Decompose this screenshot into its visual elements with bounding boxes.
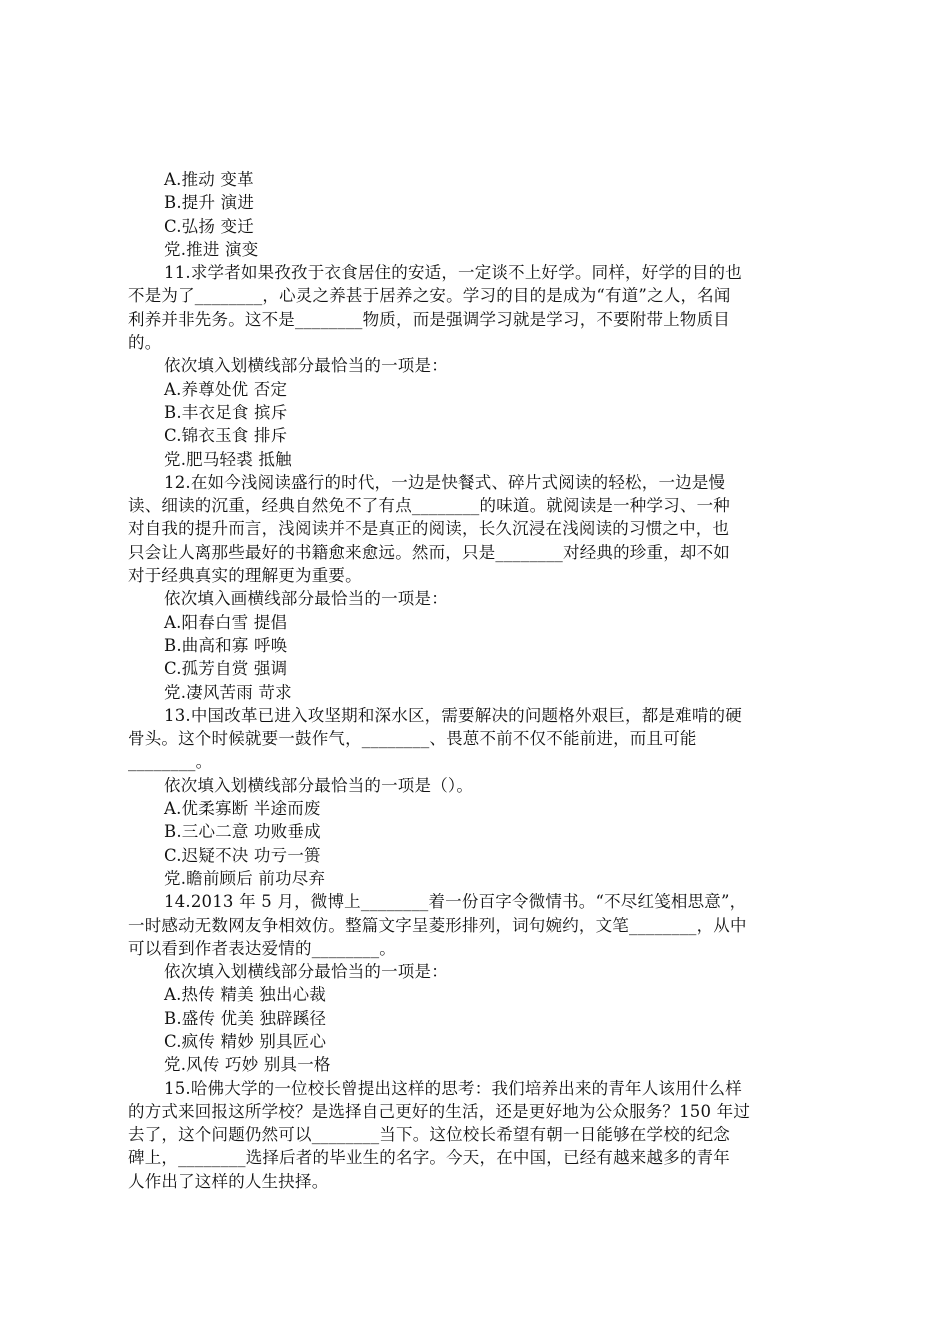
text-line: 读、细读的沉重，经典自然免不了有点________的味道。就阅读是一种学习、一种 bbox=[128, 496, 730, 516]
text-line: 人作出了这样的人生抉择。 bbox=[128, 1171, 329, 1191]
text-line: 一时感动无数网友争相效仿。整篇文字呈菱形排列，词句婉约，文笔________，从中 bbox=[128, 915, 747, 935]
answer-option-line: A.优柔寡断 半途而废 bbox=[164, 799, 321, 819]
text-line: 利养并非先务。这不是________物质，而是强调学习就是学习，不要附带上物质目 bbox=[128, 309, 730, 329]
question-paragraph-start: 14.2013 年 5 月，微博上________着一份百字令微情书。“不尽红笺相思意”， bbox=[164, 892, 747, 912]
answer-option-line: C.疯传 精妙 别具匠心 bbox=[164, 1031, 327, 1051]
text-line: 碑上，________选择后者的毕业生的名字。今天，在中国，已经有越来越多的青年 bbox=[128, 1148, 730, 1168]
text-line: 对自我的提升而言，浅阅读并不是真正的阅读，长久沉浸在浅阅读的习惯之中，也 bbox=[128, 519, 730, 539]
question-paragraph-start: 依次填入画横线部分最恰当的一项是： bbox=[164, 589, 448, 609]
answer-option-line: C.孤芳自赏 强调 bbox=[164, 659, 288, 679]
answer-option-line: A.养尊处优 否定 bbox=[164, 379, 288, 399]
answer-option-line: 党.推进 演变 bbox=[164, 239, 259, 259]
answer-option-line: A.热传 精美 独出心裁 bbox=[164, 985, 327, 1005]
document-page bbox=[128, 168, 832, 1193]
text-line: 的。 bbox=[128, 333, 162, 353]
answer-option-line: C.弘扬 变迁 bbox=[164, 216, 254, 236]
text-line: 的方式来回报这所学校？是选择自己更好的生活，还是更好地为公众服务？150 年过 bbox=[128, 1101, 751, 1121]
text-line: 去了，这个问题仍然可以________当下。这位校长希望有朝一日能够在学校的纪念 bbox=[128, 1125, 730, 1145]
answer-option-line: B.盛传 优美 独辟蹊径 bbox=[164, 1008, 327, 1028]
question-paragraph-start: 12.在如今浅阅读盛行的时代，一边是快餐式、碎片式阅读的轻松，一边是慢 bbox=[164, 472, 726, 492]
answer-option-line: B.丰衣足食 摈斥 bbox=[164, 402, 288, 422]
question-paragraph-start: 依次填入划横线部分最恰当的一项是（）。 bbox=[164, 775, 474, 795]
answer-option-line: B.曲高和寡 呼唤 bbox=[164, 635, 288, 655]
text-line: 骨头。这个时候就要一鼓作气，________、畏葸不前不仅不能前进，而且可能 bbox=[128, 729, 697, 749]
answer-option-line: 党.瞻前顾后 前功尽弃 bbox=[164, 868, 326, 888]
question-paragraph-start: 15.哈佛大学的一位校长曾提出这样的思考：我们培养出来的青年人该用什么样 bbox=[164, 1078, 742, 1098]
answer-option-line: A.推动 变革 bbox=[164, 170, 254, 189]
text-line: 只会让人离那些最好的书籍愈来愈远。然而，只是________对经典的珍重，却不如 bbox=[128, 542, 730, 562]
text-line: 不是为了________，心灵之养甚于居养之安。学习的目的是成为“有道”之人，名闻 bbox=[128, 286, 731, 306]
text-line: 对于经典真实的理解更为重要。 bbox=[128, 566, 362, 586]
text-line: 可以看到作者表达爱情的________。 bbox=[128, 938, 396, 958]
answer-option-line: 党.风传 巧妙 别具一格 bbox=[164, 1055, 331, 1075]
answer-option-line: 党.肥马轻裘 抵触 bbox=[164, 449, 292, 469]
answer-option-line: C.迟疑不决 功亏一篑 bbox=[164, 845, 321, 865]
document-body bbox=[128, 168, 832, 1193]
question-paragraph-start: 11.求学者如果孜孜于衣食居住的安适，一定谈不上好学。同样，好学的目的也 bbox=[164, 263, 742, 283]
question-paragraph-start: 13.中国改革已进入攻坚期和深水区，需要解决的问题格外艰巨，都是难啃的硬 bbox=[164, 705, 742, 725]
answer-option-line: B.提升 演进 bbox=[164, 193, 255, 213]
answer-option-line: B.三心二意 功败垂成 bbox=[164, 822, 321, 842]
question-paragraph-start: 依次填入划横线部分最恰当的一项是： bbox=[164, 962, 448, 982]
question-paragraph-start: 依次填入划横线部分最恰当的一项是： bbox=[164, 356, 448, 376]
answer-option-line: 党.凄风苦雨 苛求 bbox=[164, 682, 292, 702]
answer-option-line: A.阳春白雪 提倡 bbox=[164, 612, 288, 632]
text-line: ________。 bbox=[128, 752, 213, 772]
answer-option-line: C.锦衣玉食 排斥 bbox=[164, 426, 288, 446]
